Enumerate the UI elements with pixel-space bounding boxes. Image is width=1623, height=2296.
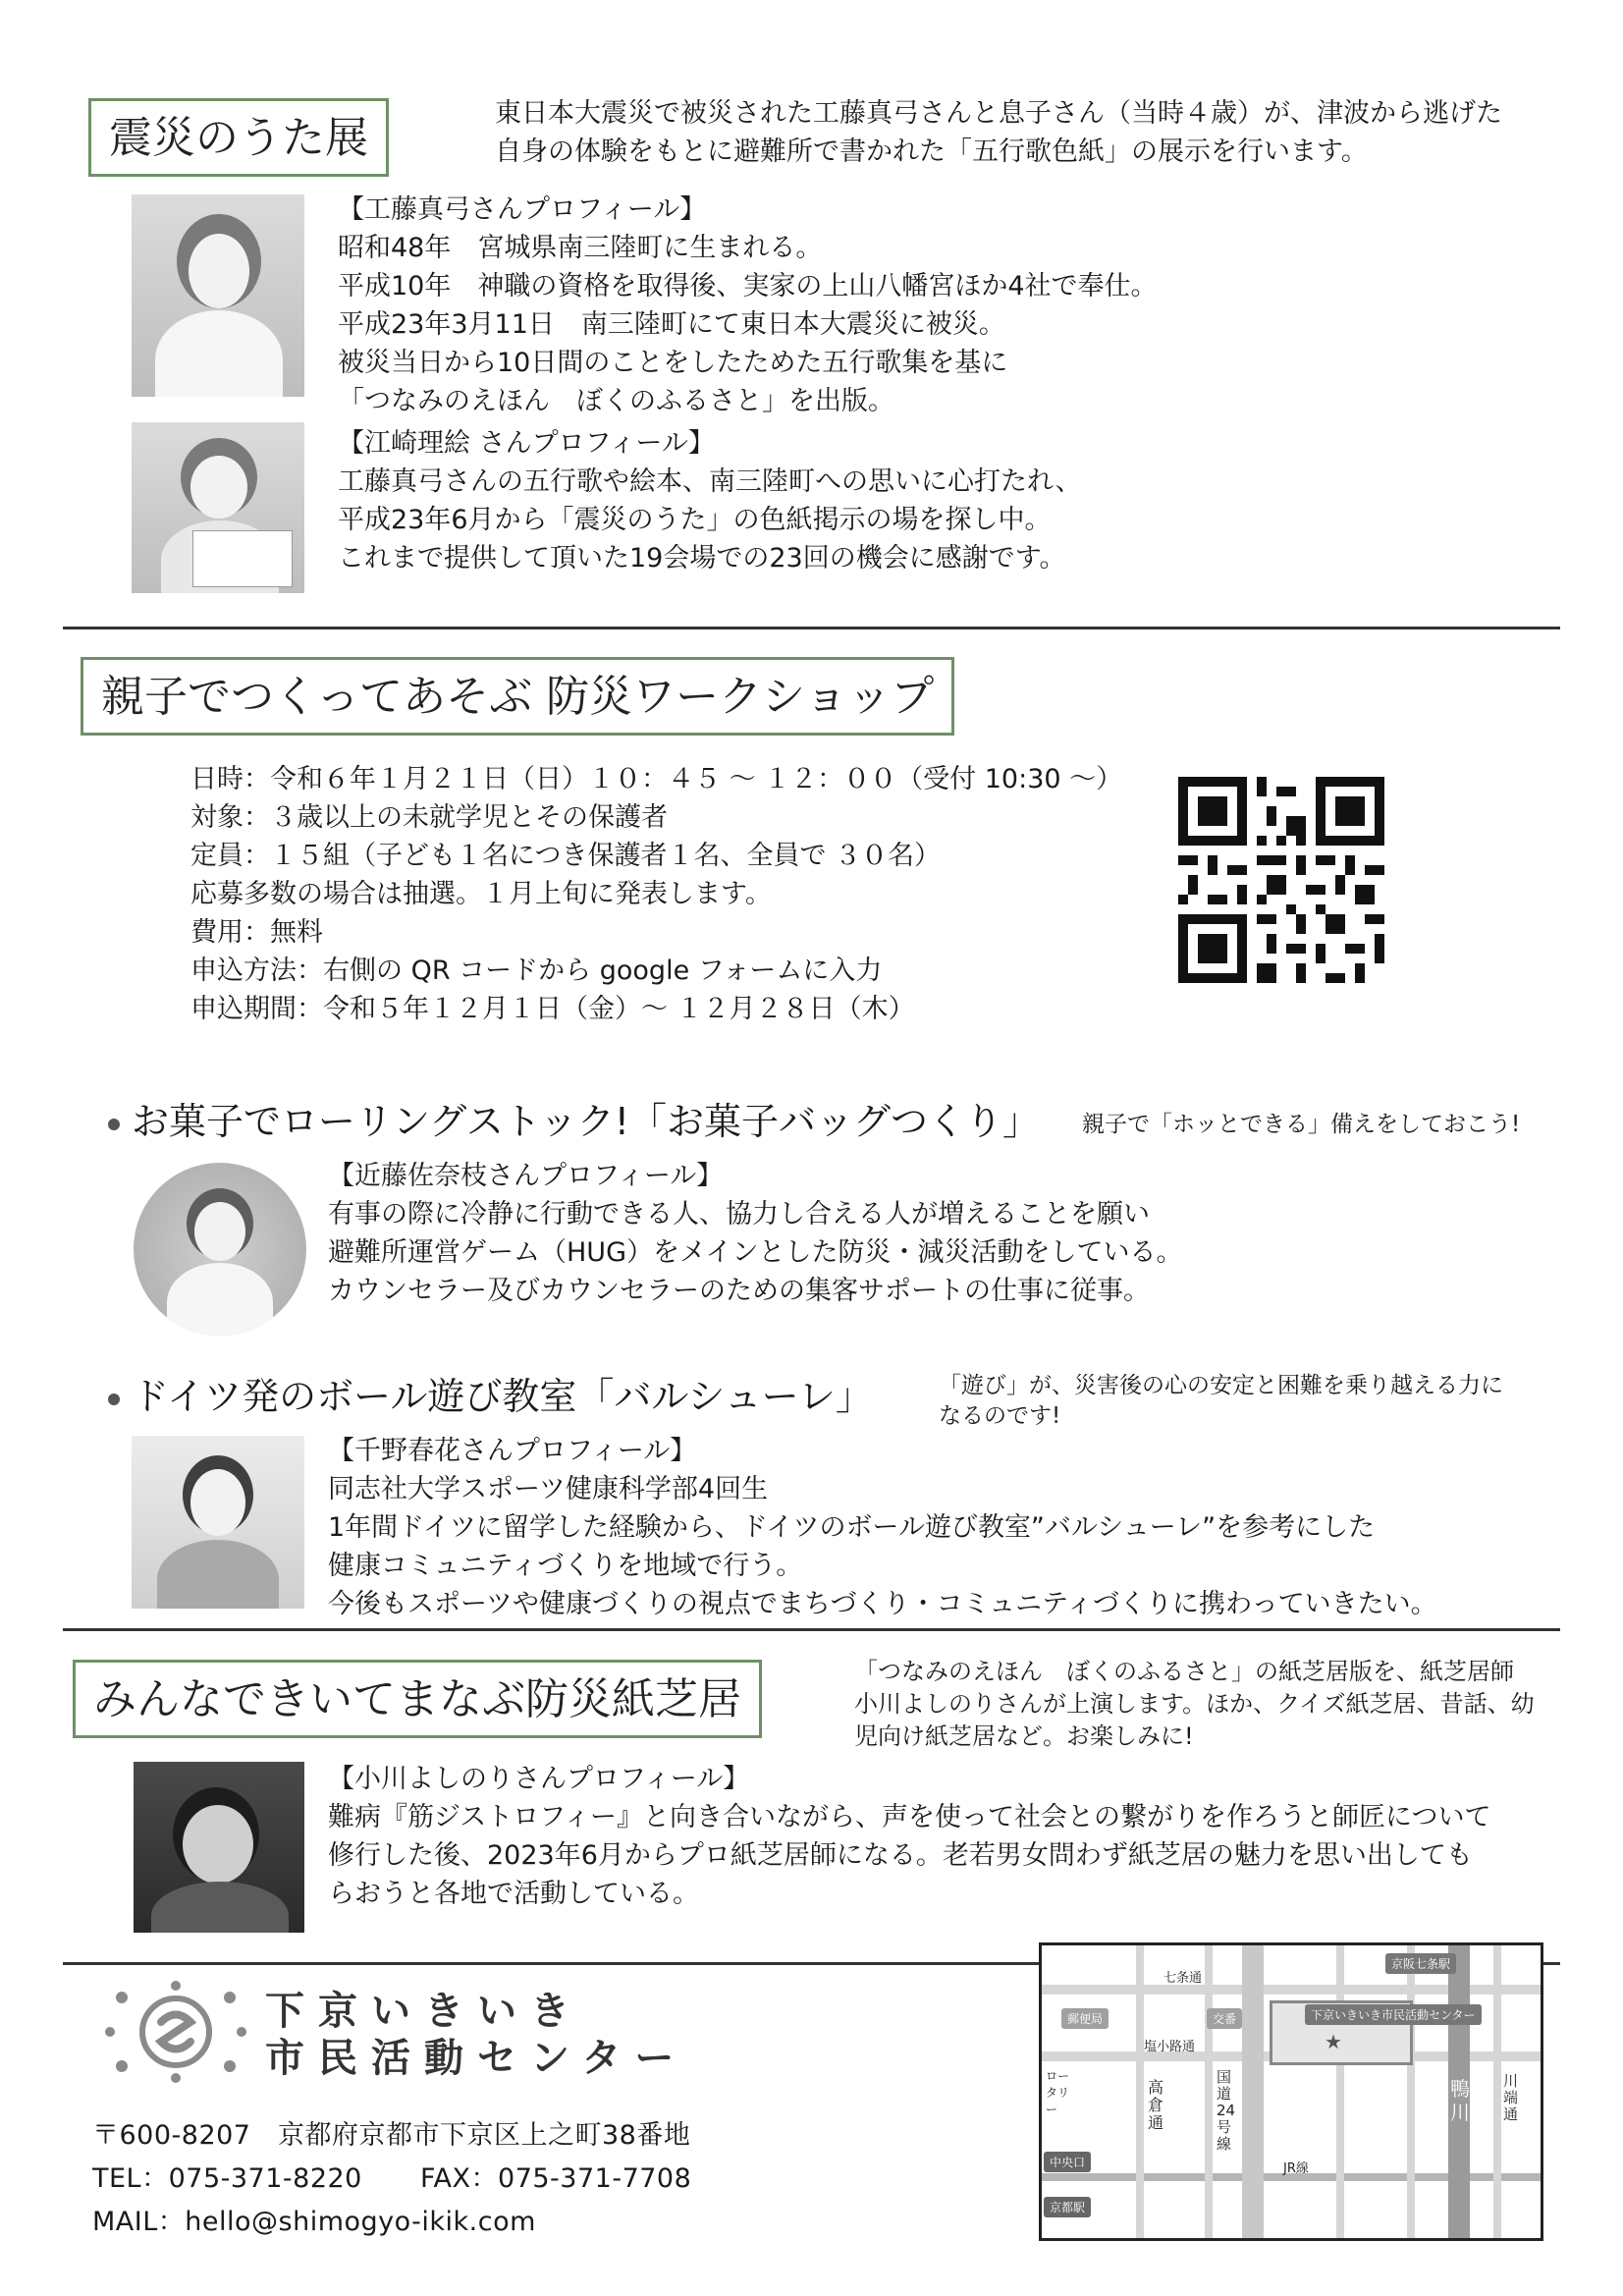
map-label-keihan-station: 京阪七条駅 bbox=[1385, 1953, 1456, 1974]
map-label-jr-line: JR線 bbox=[1283, 2161, 1309, 2176]
organization-logo-icon bbox=[102, 1978, 249, 2086]
map-label-koban: 交番 bbox=[1207, 2008, 1242, 2029]
qr-code-icon[interactable] bbox=[1178, 777, 1384, 983]
profile-line: 修行した後、2023年6月からプロ紙芝居師になる。老若男女問わず紙芝居の魅力を思い出しても bbox=[328, 1840, 1473, 1871]
map-label-kawabata: 川端通 bbox=[1503, 2072, 1519, 2123]
section-divider bbox=[63, 627, 1560, 629]
footer-tel: TEL：075-371-8220 bbox=[92, 2163, 362, 2194]
profile-line: 今後もスポーツや健康づくりの視点でまちづくり・コミュニティづくりに携わっていきたい。 bbox=[328, 1589, 1437, 1619]
footer-fax: FAX：075-371-7708 bbox=[420, 2163, 692, 2194]
profile-chino bbox=[328, 1432, 1437, 1623]
photo-kondo-sanae bbox=[134, 1163, 306, 1336]
bullet-icon bbox=[108, 1119, 120, 1130]
map-label-shichijo: 七条通 bbox=[1163, 1971, 1203, 1986]
activity2-title: ドイツ発のボール遊び教室「バルシューレ」 bbox=[132, 1375, 873, 1418]
section-title-kamishibai: みんなできいてまなぶ防災紙芝居 bbox=[73, 1660, 762, 1738]
photo-ezaki-rie bbox=[132, 422, 304, 593]
profile-line: 避難所運営ゲーム（HUG）をメインとした防災・減災活動をしている。 bbox=[328, 1237, 1183, 1268]
photo-ogawa-yoshinori bbox=[134, 1762, 304, 1933]
intro-line: 自身の体験をもとに避難所で書かれた「五行歌色紙」の展示を行います。 bbox=[495, 137, 1368, 167]
activity1-title: お菓子でローリングストック!「お菓子バッグつくり」 bbox=[132, 1100, 1040, 1143]
map-label-chuoguchi: 中央口 bbox=[1044, 2152, 1091, 2172]
star-icon: ★ bbox=[1325, 2030, 1342, 2053]
profile-line: 同志社大学スポーツ健康科学部4回生 bbox=[328, 1474, 769, 1504]
workshop-details bbox=[190, 760, 1122, 1028]
profile-heading: 【千野春花さんプロフィール】 bbox=[328, 1436, 697, 1466]
profile-heading: 【江崎理絵 さんプロフィール】 bbox=[338, 428, 715, 459]
section-title-workshop: 親子でつくってあそぶ 防災ワークショップ bbox=[81, 657, 954, 736]
profile-line: 被災当日から10日間のことをしたためた五行歌集を基に bbox=[338, 348, 1008, 378]
map-label-route24: 国道24号線 bbox=[1217, 2068, 1236, 2153]
profile-kudo bbox=[338, 191, 1158, 420]
note-line: 児向け紙芝居など。お楽しみに! bbox=[854, 1722, 1194, 1750]
map-label-rotary: ロータリー bbox=[1046, 2069, 1070, 2116]
profile-line: 1年間ドイツに留学した経験から、ドイツのボール遊び教室”バルシューレ”を参考にした bbox=[328, 1512, 1376, 1543]
activity2-title-row bbox=[108, 1375, 873, 1418]
intro-line: 東日本大震災で被災された工藤真弓さんと息子さん（当時４歳）が、津波から逃げた bbox=[495, 98, 1502, 129]
profile-ogawa bbox=[328, 1760, 1491, 1913]
detail-lottery: 応募多数の場合は抽選。１月上旬に発表します。 bbox=[190, 879, 772, 909]
detail-apply-method: 申込方法：右側の QR コードから google フォームに入力 bbox=[190, 956, 883, 986]
profile-line: 平成23年6月から「震災のうた」の色紙掲示の場を探し中。 bbox=[338, 505, 1052, 535]
detail-fee: 費用：無料 bbox=[190, 917, 323, 948]
note-line: 「遊び」が、災害後の心の安定と困難を乗り越える力に bbox=[939, 1373, 1503, 1398]
detail-datetime: 日時：令和６年１月２１日（日）１０：４５ ～ １２：００（受付 10:30 ～） bbox=[190, 764, 1123, 794]
activity2-note bbox=[939, 1371, 1503, 1432]
profile-line: 平成10年 神職の資格を取得後、実家の上山八幡宮ほか4社で奉仕。 bbox=[338, 271, 1158, 301]
activity1-title-row bbox=[108, 1100, 1040, 1143]
detail-target: 対象：３歳以上の未就学児とその保護者 bbox=[190, 802, 668, 833]
section-title-shinsai-no-uta: 震災のうた展 bbox=[88, 98, 389, 177]
photo-kudo-mayumi bbox=[132, 194, 304, 397]
profile-kondo bbox=[328, 1157, 1182, 1310]
map-label-takakura: 高倉通 bbox=[1148, 2078, 1164, 2132]
profile-ezaki bbox=[338, 424, 1082, 577]
profile-line: これまで提供して頂いた19会場での23回の機会に感謝です。 bbox=[338, 543, 1066, 574]
detail-apply-period: 申込期間：令和５年１２月１日（金）～ １２月２８日（木） bbox=[190, 994, 915, 1024]
note-line: 小川よしのりさんが上演します。ほか、クイズ紙芝居、昔話、幼 bbox=[854, 1690, 1535, 1718]
map-label-post-office: 郵便局 bbox=[1061, 2008, 1109, 2029]
map-label-shiokoji: 塩小路通 bbox=[1144, 2040, 1196, 2054]
profile-heading: 【工藤真弓さんプロフィール】 bbox=[338, 194, 707, 225]
profile-line: らおうと各地で活動している。 bbox=[328, 1879, 699, 1909]
profile-heading: 【近藤佐奈枝さんプロフィール】 bbox=[328, 1161, 724, 1191]
profile-line: 有事の際に冷静に行動できる人、協力し合える人が増えることを願い bbox=[328, 1199, 1150, 1230]
note-line: なるのです! bbox=[939, 1403, 1061, 1429]
section1-intro bbox=[495, 94, 1502, 171]
org-name-line: 市民活動センター bbox=[265, 2036, 688, 2081]
profile-heading: 【小川よしのりさんプロフィール】 bbox=[328, 1764, 750, 1794]
profile-line: 難病『筋ジストロフィー』と向き合いながら、声を使って社会との繋がりを作ろうと師匠について bbox=[328, 1802, 1491, 1832]
activity1-note: 親子で「ホッとできる」備えをしておこう! bbox=[1082, 1112, 1521, 1137]
profile-line: 平成23年3月11日 南三陸町にて東日本大震災に被災。 bbox=[338, 309, 1005, 340]
note-line: 「つなみのえほん ぼくのふるさと」の紙芝居版を、紙芝居師 bbox=[854, 1658, 1514, 1685]
profile-line: 「つなみのえほん ぼくのふるさと」を出版。 bbox=[338, 386, 894, 416]
profile-line: 工藤真弓さんの五行歌や絵本、南三陸町への思いに心打たれ、 bbox=[338, 466, 1082, 497]
map-label-kyoto-station: 京都駅 bbox=[1044, 2197, 1091, 2217]
bullet-icon bbox=[108, 1394, 120, 1405]
profile-line: カウンセラー及びカウンセラーのための集客サポートの仕事に従事。 bbox=[328, 1276, 1150, 1306]
footer-address: 〒600-8207 京都府京都市下京区上之町38番地 bbox=[92, 2120, 691, 2151]
access-map[interactable] bbox=[1039, 1942, 1543, 2241]
organization-name bbox=[265, 1988, 687, 2082]
profile-line: 健康コミュニティづくりを地域で行う。 bbox=[328, 1551, 803, 1581]
detail-capacity: 定員：１５組（子ども１名につき保護者１名、全員で ３０名） bbox=[190, 841, 942, 871]
flyer-page bbox=[33, 33, 1590, 2263]
map-label-kamogawa: 鴨川 bbox=[1450, 2077, 1470, 2124]
section-divider bbox=[63, 1628, 1560, 1631]
photo-chino-haruka bbox=[132, 1436, 304, 1609]
footer-email-link[interactable]: MAIL：hello@shimogyo-ikik.com bbox=[92, 2207, 536, 2237]
profile-line: 昭和48年 宮城県南三陸町に生まれる。 bbox=[338, 233, 823, 263]
kamishibai-note bbox=[854, 1656, 1535, 1753]
org-name-line: 下京いきいき bbox=[265, 1989, 583, 2034]
map-label-center: 下京いきいき市民活動センター bbox=[1305, 2004, 1482, 2025]
